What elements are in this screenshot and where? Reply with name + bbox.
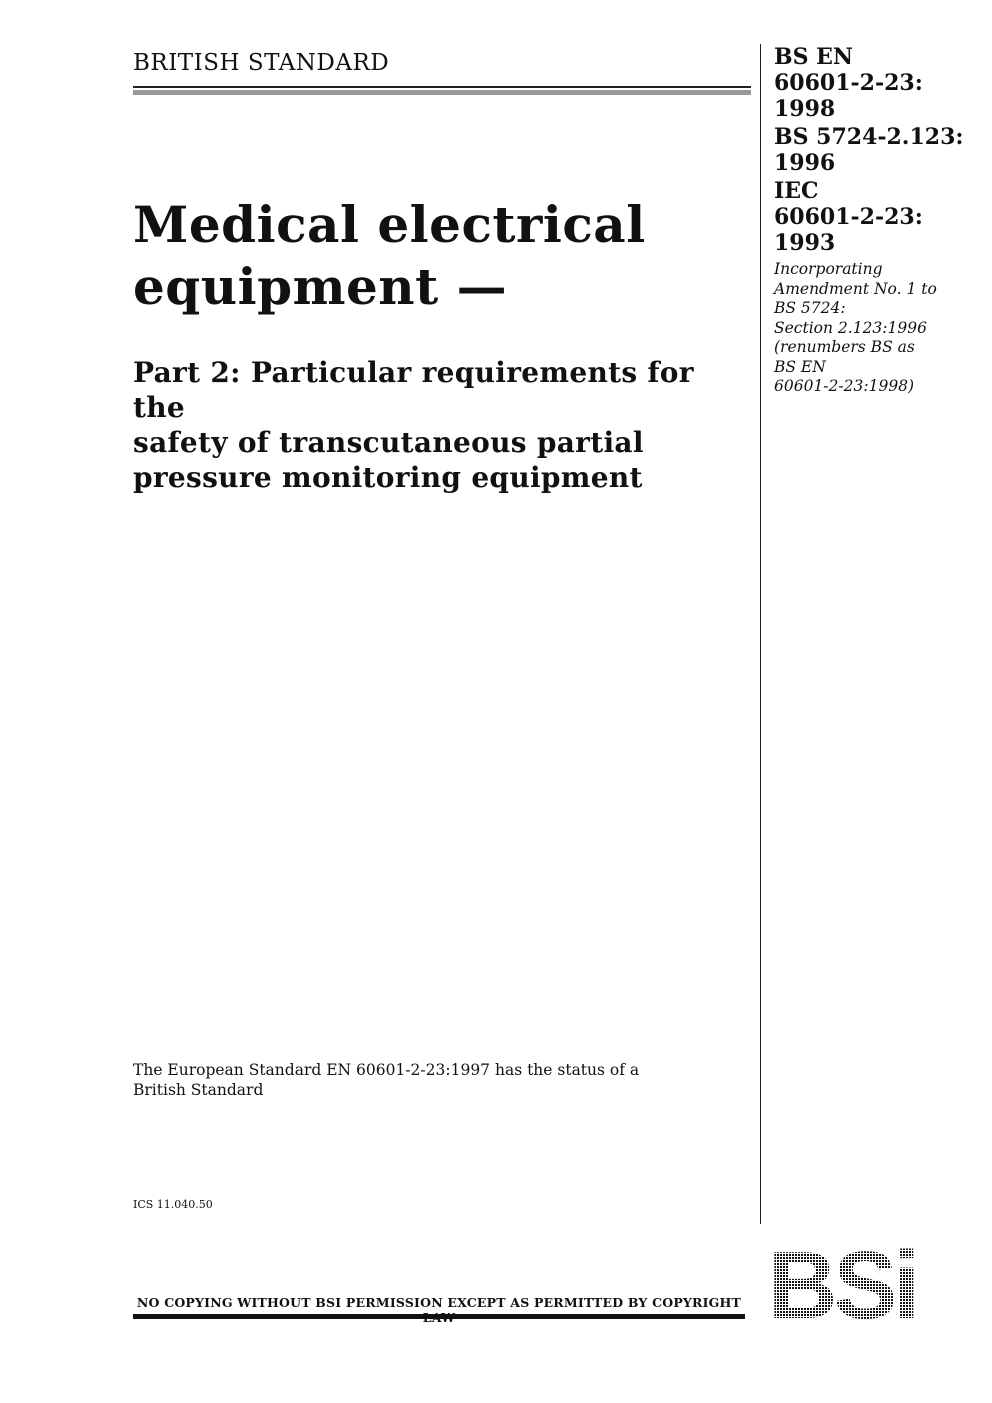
reference-iec: IEC 60601-2-23: 1993	[774, 178, 923, 256]
document-title-line-2: equipment —	[133, 257, 508, 316]
status-note: The European Standard EN 60601-2-23:1997 has the status of a British Standard	[133, 1061, 640, 1099]
document-subtitle	[133, 355, 748, 495]
reference-bs-en: BS EN 60601-2-23: 1998	[774, 44, 923, 122]
reference-bs: BS 5724-2.123: 1996	[774, 124, 964, 176]
standard-type-label: BRITISH STANDARD	[133, 50, 390, 76]
document-subtitle-line-2: safety of transcutaneous partial	[133, 426, 644, 459]
header-rule	[133, 86, 751, 97]
standard-references	[774, 44, 974, 397]
ics-code: ICS 11.040.50	[133, 1198, 213, 1211]
amendment-note: Incorporating Amendment No. 1 to BS 5724: Section 2.123:1996 (renumbers BS as BS EN 60601-2-23:1998)	[774, 260, 937, 395]
document-title-line-1: Medical electrical	[133, 195, 646, 254]
bottom-rule	[133, 1314, 745, 1319]
vertical-divider	[760, 44, 761, 1224]
document-subtitle-line-3: pressure monitoring equipment	[133, 461, 643, 494]
copyright-notice: NO COPYING WITHOUT BSI PERMISSION EXCEPT AS PERMITTED BY COPYRIGHT	[136, 1295, 742, 1310]
document-title	[133, 194, 743, 318]
document-subtitle-line-1: Part 2: Particular requirements for the	[133, 356, 694, 424]
bsi-logo-text: BSi	[768, 1242, 917, 1322]
bsi-logo	[768, 1242, 946, 1322]
